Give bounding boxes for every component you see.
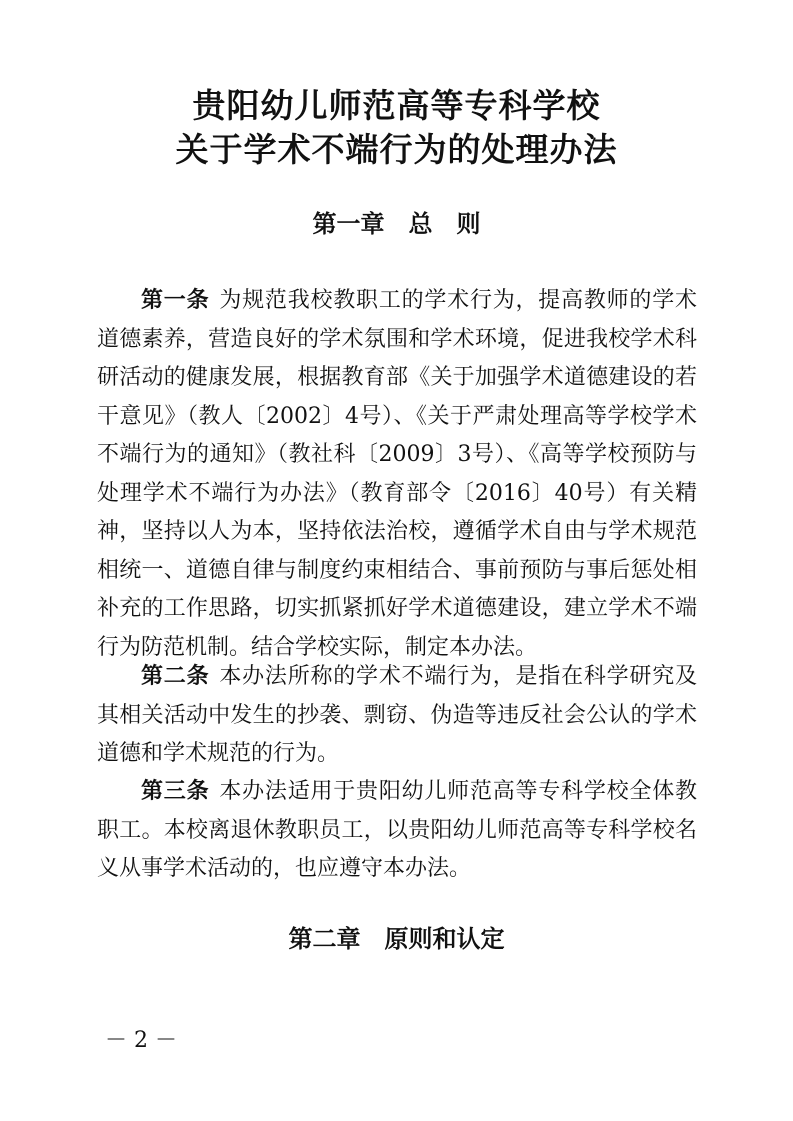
document-title-line-2: 关于学术不端行为的处理办法 [175, 130, 618, 169]
article-2-label: 第二条 [141, 664, 210, 689]
chapter-2-heading: 第二章 原则和认定 [288, 924, 505, 953]
article-1-label: 第一条 [141, 288, 210, 313]
article-1 [97, 282, 697, 667]
article-3 [97, 773, 697, 889]
article-3-label: 第三条 [141, 779, 210, 804]
chapter-1-heading: 第一章 总 则 [312, 209, 481, 238]
document-title-line-1: 贵阳幼儿师范高等专科学校 [192, 86, 601, 125]
article-2-text: 本办法所称的学术不端行为，是指在科学研究及其相关活动中发生的抄袭、剽窃、伪造等违反社会公认的学术道德和学术规范的行为。 [97, 664, 697, 766]
page-number: － 2 － [105, 1028, 177, 1053]
article-1-text: 为规范我校教职工的学术行为，提高教师的学术道德素养，营造良好的学术氛围和学术环境，促进我校学术科研活动的健康发展，根据教育部《关于加强学术道德建设的若干意见》（教人〔2002〕4号）、《关于严肃处理高等学校学术不端行为的通知》（教社科〔2009〕3号）、《高等学校预防与处理学术不端行为办法》（教育部令〔2016〕40号）有关精神，坚持以人为本，坚持依法治校，遵循学术自由与学术规范相统一、道德自律与制度约束相结合、事前预防与事后惩处相补充的工作思路，切实抓紧抓好学术道德建设，建立学术不端行为防范机制。结合学校实际，制定本办法。 [97, 288, 697, 660]
article-2 [97, 658, 697, 774]
article-3-text: 本办法适用于贵阳幼儿师范高等专科学校全体教职工。本校离退休教职员工，以贵阳幼儿师范高等专科学校名义从事学术活动的，也应遵守本办法。 [97, 779, 697, 881]
